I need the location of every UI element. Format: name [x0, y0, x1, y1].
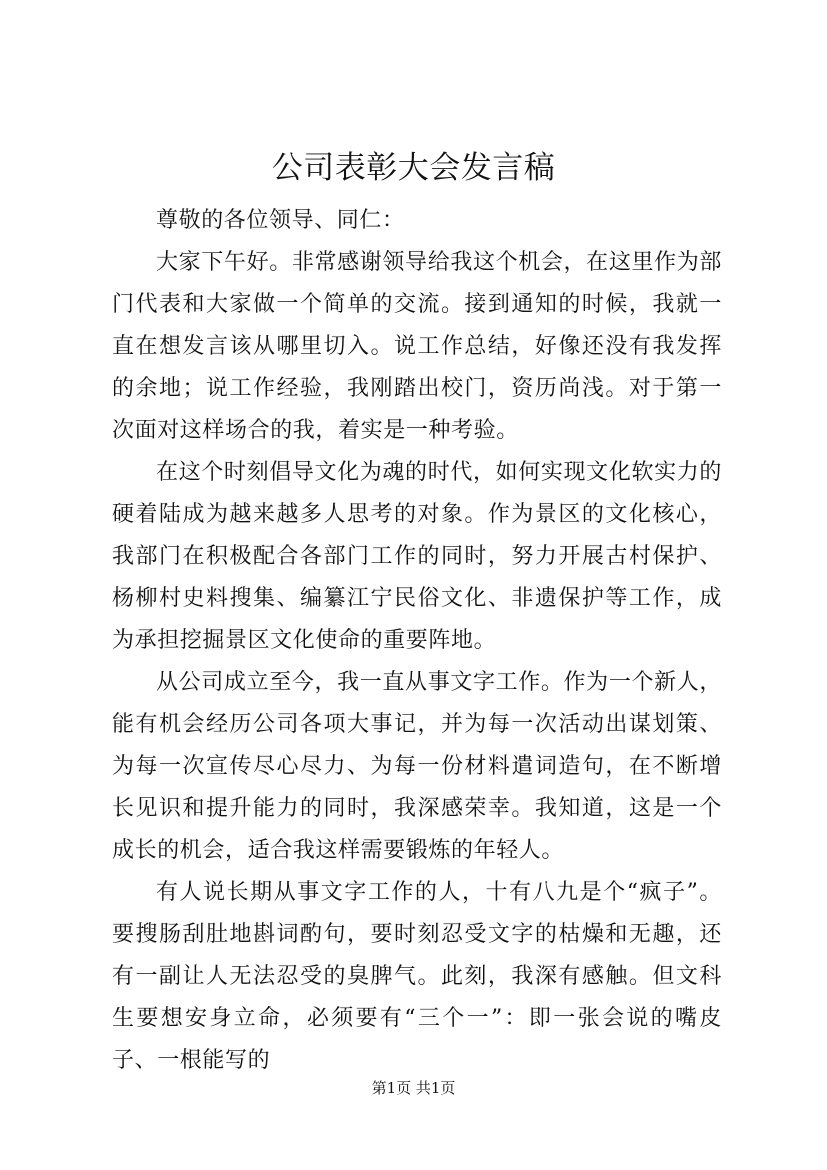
document-title: 公司表彰大会发言稿 — [271, 150, 556, 186]
body-paragraph: 大家下午好。非常感谢领导给我这个机会，在这里作为部门代表和大家做一个简单的交流。接到通知的时候，我就一直在想发言该从哪里切入。说工作总结，好像还没有我发挥的余地；说工作经验，我刚踏出校门，资历尚浅。对于第一次面对这样场合的我，着实是一种考验。 — [112, 250, 722, 443]
body-paragraph: 从公司成立至今，我一直从事文字工作。作为一个新人，能有机会经历公司各项大事记，并为每一次活动出谋划策、为每一次宣传尽心尽力、为每一份材料遣词造句，在不断增长见识和提升能力的同时，我深感荣幸。我知道，这是一个成长的机会，适合我这样需要锻炼的年轻人。 — [112, 670, 722, 863]
document-body — [112, 200, 722, 1082]
page-footer: 第1页 共1页 — [371, 1079, 456, 1097]
salutation-paragraph: 尊敬的各位领导、同仁： — [156, 208, 405, 233]
body-paragraph: 有人说长期从事文字工作的人，十有八九是个“疯子”。要搜肠刮肚地斟词酌句，要时刻忍受文字的枯燥和无趣，还有一副让人无法忍受的臭脾气。此刻，我深有感触。但文科生要想安身立命，必须要有“三个一”：即一张会说的嘴皮子、一根能写的 — [112, 880, 722, 1073]
body-paragraph: 在这个时刻倡导文化为魂的时代，如何实现文化软实力的硬着陆成为越来越多人思考的对象。作为景区的文化核心，我部门在积极配合各部门工作的同时，努力开展古村保护、杨柳村史料搜集、编纂江宁民俗文化、非遗保护等工作，成为承担挖掘景区文化使命的重要阵地。 — [112, 460, 722, 653]
